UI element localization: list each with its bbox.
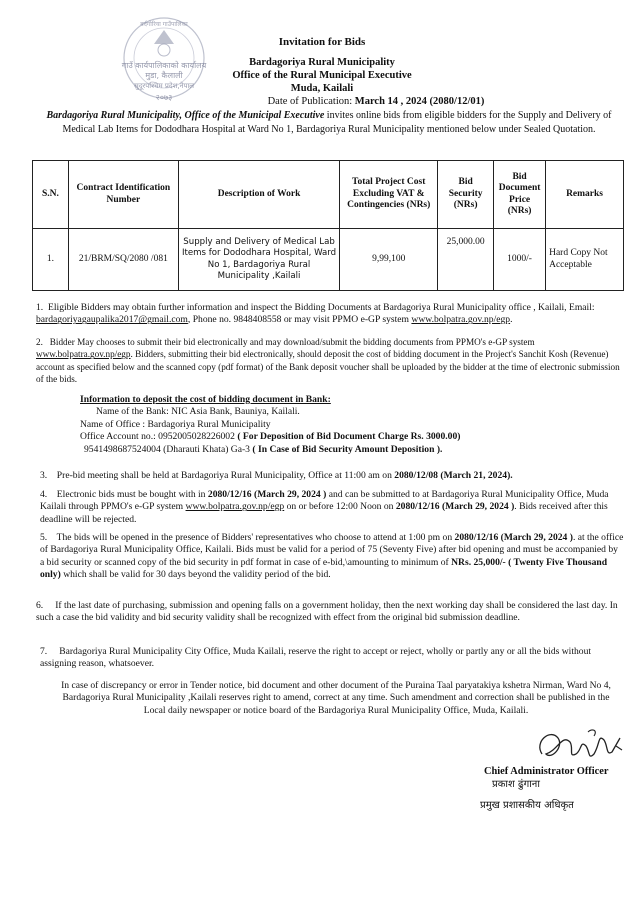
p1-num: 1. — [36, 302, 44, 313]
bank-info-title: Information to deposit the cost of bidding document in Bank: — [80, 394, 331, 405]
header-sn: S.N. — [33, 161, 69, 229]
p7-text: Bardagoriya Rural Municipality City Office, Muda Kailali, reserve the right to accept or reject, wholly or partly any or all the bids without assigning reason, whatsoever. — [40, 646, 592, 670]
p8-text: In case of discrepancy or error in Tender notice, bid document and other document of the Puraina Taal paryatakiya kshetra Nirman, Ward No 4, Bardagoriya Rural Municipality ,Kailali reserves right to amend, correct at any time. Such amendment and correction shall be published in the Local daily newspaper or notice board of the Bardagoriya Rural Municipality Office, Muda, Kailali. — [61, 680, 611, 716]
p5-bold-a: 2080/12/16 (March 29, 2024 ) — [454, 532, 573, 543]
signature-icon — [528, 724, 628, 772]
signatory-designation: प्रमुख प्रशासकीय अधिकृत — [480, 800, 574, 811]
header-description: Description of Work — [178, 161, 340, 229]
publication-date — [54, 95, 644, 108]
p4-text-d: . Bids received after this deadline will be rejected. — [40, 501, 608, 525]
p4-bold-a: 2080/12/16 (March 29, 2024 ) — [207, 489, 327, 500]
bank-office-name: Name of Office : Bardagoriya Rural Municipality — [80, 418, 271, 430]
bids-table — [32, 160, 624, 291]
cell-contract-id: 21/BRM/SQ/2080 /081 — [68, 229, 178, 291]
paragraph-1 — [36, 302, 626, 327]
cell-cost: 9,99,100 — [340, 229, 438, 291]
p3-num: 3. — [40, 470, 48, 481]
cell-remarks: Hard Copy Not Acceptable — [546, 229, 624, 291]
office-name: Office of the Rural Municipal Executive — [232, 70, 412, 81]
seal-text-1: गाउँ कार्यपालिकाको कार्यालय — [121, 61, 207, 70]
p6-text: If the last date of purchasing, submission and opening falls on a government holiday, then the next working day shall be considered the last day. In such a case the bid validity and bid security validity shall be recognized with effect from the original bid submission deadline. — [36, 600, 618, 624]
paragraph-8 — [56, 680, 616, 717]
cell-sn: 1. — [33, 229, 69, 291]
p5-text-b: . at the office of Bardagoriya Rural Municipality Office, Kailali. Bids must be valid for a period of 75 (Seventy Five) after bid opening and must be accompanied by a bid security or scanned copy of the bid security in pdf format in case of e-bid,\amounting to minimum of — [40, 532, 624, 568]
account-b-note: ( In Case of Bid Security Amount Deposition ). — [252, 443, 443, 455]
seal-text-4: २०७३ — [155, 93, 173, 102]
paragraph-7 — [40, 646, 626, 671]
p5-bold-b: NRs. 25,000/- ( Twenty Five Thousand only) — [40, 556, 608, 581]
bank-info — [80, 394, 620, 456]
seal-text-3: सुदूरपश्चिम प्रदेश,नेपाल — [133, 82, 195, 90]
account-b-number: 9541498687524004 (Dharauti Khata) Ga-3 — [84, 443, 253, 455]
publication-date-value: March 14 , 2024 (2080/12/01) — [354, 96, 485, 107]
municipality-name: Bardagoriya Rural Municipality — [249, 57, 395, 68]
p4-text-b: and can be submitted to at Bardagoriya Rural Municipality Office, Muda Kailali through PPMO's e-GP system — [40, 489, 609, 513]
cell-doc-price: 1000/- — [494, 229, 546, 291]
egp-link-3[interactable]: www.bolpatra.gov.np/egp — [185, 501, 285, 513]
seal-text-0: बर्दगोरिया गाउँपालिका — [140, 21, 188, 28]
intro-bold: Bardagoriya Rural Municipality, Office of the Municipal Executive — [46, 110, 325, 121]
egp-link-2[interactable]: www.bolpatra.gov.np/egp — [36, 349, 131, 360]
p4-bold-b: 2080/12/16 (March 29, 2024 ) — [395, 501, 515, 513]
egp-link-1[interactable]: www.bolpatra.gov.np/egp — [411, 314, 511, 326]
table-header-row — [33, 161, 624, 229]
paragraph-4 — [40, 489, 624, 526]
cell-security: 25,000.00 — [438, 229, 494, 291]
p1-text-c: . — [510, 314, 513, 326]
p1-text-a: Eligible Bidders may obtain further information and inspect the Bidding Documents at Bardagoriya Rural Municipality office , Kailali, Email: — [48, 302, 595, 313]
email-link[interactable]: bardagoriyagaupalika2017@gmail.com — [36, 314, 188, 326]
header-cost: Total Project Cost Excluding VAT & Contingencies (NRs) — [340, 161, 438, 229]
header-security: Bid Security (NRs) — [438, 161, 494, 229]
signatory-name: प्रकाश ढुंगाना — [492, 779, 540, 790]
p7-num: 7. — [40, 646, 48, 657]
p2-text-a: Bidder May chooses to submit their bid electronically and may download/submit the bidding documents from PPMO's e-GP system — [49, 337, 535, 347]
publication-date-label: Date of Publication: — [267, 96, 353, 107]
account-a-number: Office Account no.: 0952005028226002 — [80, 431, 238, 443]
p4-num: 4. — [40, 489, 48, 500]
p5-text-a: The bids will be opened in the presence of Bidders' representatives who choose to attend at 1:00 pm on — [56, 532, 455, 543]
header-contract-id: Contract Identification Number — [68, 161, 178, 229]
header-doc-price: Bid Document Price (NRs) — [494, 161, 546, 229]
p2-num: 2. — [36, 337, 43, 347]
bank-name: Name of the Bank: NIC Asia Bank, Bauniya, Kailali. — [96, 406, 300, 418]
p6-num: 6. — [36, 600, 44, 611]
paragraph-6 — [36, 600, 626, 625]
cell-description: Supply and Delivery of Medical Lab Items for Dododhara Hospital, Ward No 1, Bardagoriya Rural Municipality ,Kailali — [178, 229, 340, 291]
table-row — [33, 229, 624, 291]
p3-bold: 2080/12/08 (March 21, 2024). — [394, 470, 513, 481]
p4-text-a: Electronic bids must be bought with in — [56, 489, 208, 500]
paragraph-3 — [40, 470, 624, 482]
account-a-note: ( For Deposition of Bid Document Charge Rs. 3000.00) — [237, 431, 461, 443]
signatory-title: Chief Administrator Officer — [484, 766, 609, 777]
seal-text-2: मुडा, कैलाली — [145, 71, 183, 80]
p5-text-c: which shall be valid for 30 days beyond the validity period of the bid. — [60, 569, 331, 581]
intro-text: invites online bids from eligible bidders for the Supply and Delivery of Medical Lab Items for Dododhara Hospital at Ward No 1, Bardagoriya Rural Municipality mentioned below under Sealed Quotation. — [62, 110, 612, 135]
p1-text-b: , Phone no. 9848408558 or may visit PPMO e-GP system — [187, 314, 412, 326]
p3-text-a: Pre-bid meeting shall be held at Bardagoriya Rural Municipality, Office at 11:00 am on — [56, 470, 395, 481]
p4-text-c: on or before 12:00 Noon on — [284, 501, 396, 513]
paragraph-5 — [40, 532, 624, 582]
paragraph-2 — [36, 336, 626, 386]
bank-account-a — [80, 431, 620, 443]
intro-paragraph — [34, 109, 624, 136]
bank-account-b — [80, 444, 620, 456]
office-address: Muda, Kailali — [290, 83, 354, 94]
notice-title: Invitation for Bids — [278, 36, 366, 48]
header-remarks: Remarks — [546, 161, 624, 229]
p2-text-b: . Bidders, submitting their bid electronically, should deposit the cost of bidding document in the Project's Sanchit Kosh (Revenue) account as specified below and the scanned copy (pdf format) of the Bank deposit voucher shall be uploaded by the bidder at the time of electronic submission of the bids. — [36, 349, 620, 385]
p5-num: 5. — [40, 532, 48, 543]
